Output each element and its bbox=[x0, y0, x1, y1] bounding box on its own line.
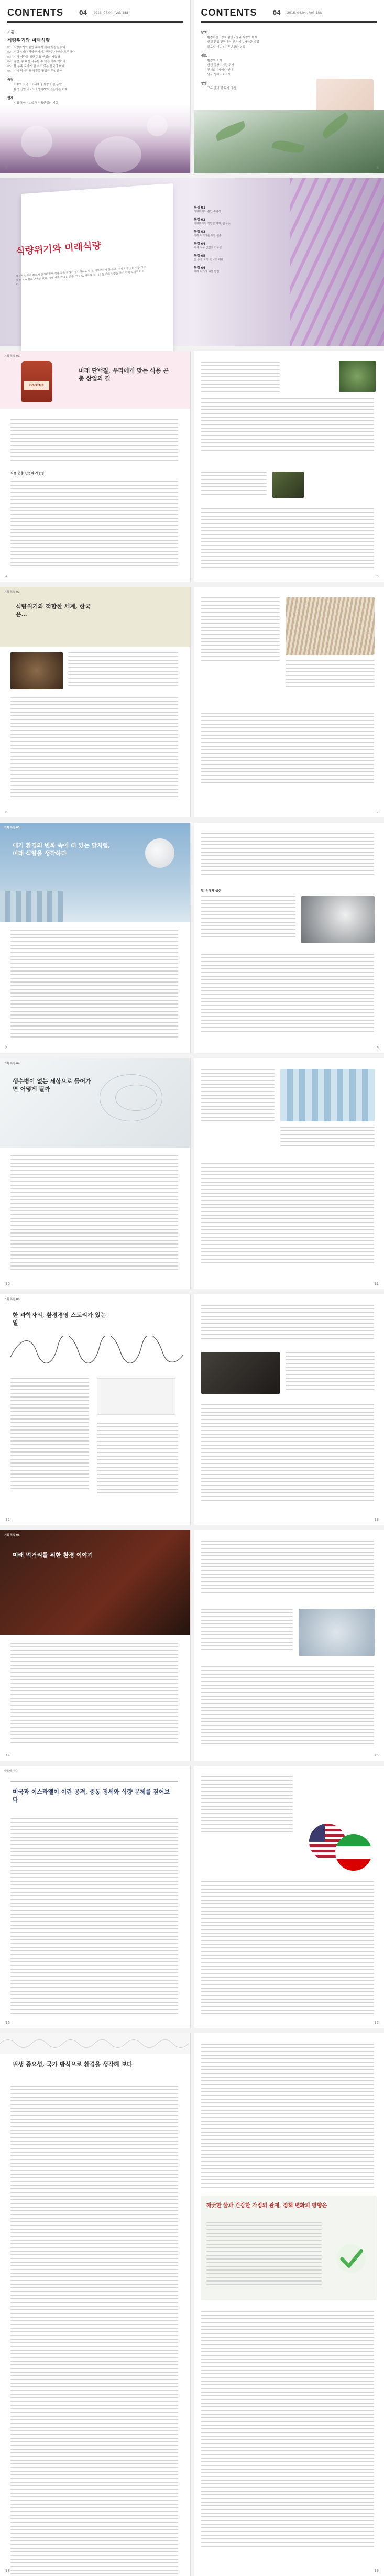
purple-flower-photo bbox=[0, 105, 190, 173]
body-text-block bbox=[286, 660, 375, 690]
body-text-block bbox=[206, 2222, 322, 2288]
contents-item bbox=[7, 69, 183, 74]
body-text-block bbox=[10, 481, 178, 569]
article6-left bbox=[0, 1530, 191, 1761]
contents-item bbox=[201, 45, 377, 50]
article-headline: 식량위기와 적합한 세계, 한국은… bbox=[16, 603, 91, 618]
article7-spread bbox=[0, 1766, 384, 2028]
article5-right bbox=[194, 1294, 384, 1525]
contents-item-title: 글로벌 이슈 / 기후변화와 농업 bbox=[207, 46, 246, 49]
product-photo bbox=[272, 472, 304, 498]
bullet bbox=[201, 73, 207, 78]
contents-item-title: 달걀, 콩 대신 사용할 수 있는 미래 먹거리 bbox=[14, 60, 65, 63]
body-text-block bbox=[286, 1352, 375, 1392]
purple-light-decoration bbox=[290, 178, 384, 346]
contents-item-title: 환경부 소식 bbox=[207, 59, 222, 62]
contents-item-number: 05 bbox=[7, 65, 11, 68]
article5-spread bbox=[0, 1294, 384, 1525]
contents-item-number: 02 bbox=[7, 51, 11, 54]
page-number: 12 bbox=[5, 1518, 10, 1522]
water-bottles-photo bbox=[280, 1069, 375, 1121]
contents-item-title: 식량위기와 적합한 세계, 한국은 대안을 모색하다 bbox=[14, 51, 75, 54]
contents-section-label: 기획 bbox=[7, 30, 15, 35]
insect-photo bbox=[339, 361, 376, 392]
bullet bbox=[201, 63, 207, 68]
contents-item-title: 물 부족 국가가 될 수도 있는 한국의 미래 bbox=[14, 65, 65, 68]
bottle-label: FOOTUR bbox=[24, 381, 49, 390]
contents-item-title: 이슈와 트렌드 / 세계의 식량 기술 동향 bbox=[14, 83, 62, 86]
cover-feature-title: 특집 04 bbox=[194, 242, 206, 246]
contents-group bbox=[201, 53, 377, 78]
cover-body: 지구촌 인구가 빠르게 증가하면서 식량 부족 문제가 심각해지고 있다. 기후변화와 물 부족, 경작지 감소는 식량 생산을 더욱 어렵게 만들고 있다. 이에 세계 각국은 곤충, 인공육, 해조류 등 새로운 미래 식량을 찾기 위해 노력하고 있다. bbox=[15, 266, 146, 287]
page-number: 17 bbox=[374, 2021, 379, 2025]
section-label: 달 유리의 생산 bbox=[201, 889, 222, 893]
article4-left bbox=[0, 1058, 191, 1289]
body-text-block bbox=[10, 1643, 178, 1745]
cover-feature-title: 특집 06 bbox=[194, 266, 206, 270]
body-text-block bbox=[10, 930, 178, 1040]
bullet bbox=[201, 68, 207, 73]
contents-item-title: 구독 안내 및 독자 의견 bbox=[207, 87, 236, 90]
bullet bbox=[7, 83, 14, 88]
contents-item-title: 환경 산업 현장에서 찾은 지속가능한 방법 bbox=[207, 41, 259, 44]
green-plant-photo bbox=[194, 110, 384, 173]
contents-item bbox=[7, 55, 183, 60]
page-number: 5 bbox=[376, 574, 379, 578]
body-text-block bbox=[201, 597, 280, 663]
article7-left bbox=[0, 1766, 191, 2028]
page-number: 13 bbox=[374, 1518, 379, 1522]
contents-title: CONTENTS bbox=[201, 7, 257, 18]
contents-item bbox=[201, 40, 377, 45]
contents-item-title: 미래 식량을 위한 곤충 산업의 가능성 bbox=[14, 56, 60, 59]
article1-right bbox=[194, 351, 384, 582]
issue-date: 2016. 04.04 / Vol. 188 bbox=[93, 11, 128, 15]
contents-item-title: 미래 먹거리를 해결할 방법은 무엇일까 bbox=[14, 70, 62, 73]
page-number: 11 bbox=[374, 1282, 379, 1286]
article8-spread bbox=[0, 2033, 384, 2576]
contents-group-label: 특집 bbox=[7, 78, 14, 82]
cover-feature-subtitle: 식량위기와 적합한 세계, 한국은 bbox=[194, 222, 231, 225]
contents-item bbox=[7, 50, 183, 55]
page-number: 16 bbox=[5, 2021, 10, 2025]
body-text-block bbox=[10, 2086, 178, 2576]
article-headline: 대기 환경의 변화 속에 떠 있는 달처럼, 미래 식량을 생각하다 bbox=[13, 842, 111, 857]
contents-item bbox=[7, 64, 183, 69]
body-text-block bbox=[10, 419, 178, 463]
article7-right bbox=[194, 1766, 384, 2028]
article3-spread bbox=[0, 823, 384, 1053]
cover-feature-subtitle: 식량위기의 불안 속에서 bbox=[194, 210, 221, 213]
page-number: 14 bbox=[5, 1753, 10, 1758]
contents-item bbox=[7, 88, 183, 92]
bullet bbox=[201, 45, 207, 50]
contents-item-title: 산업 동향 · 기업 소개 bbox=[207, 64, 234, 67]
article-tag: 기획 특집 06 bbox=[4, 1534, 20, 1537]
body-text-block bbox=[201, 1541, 374, 1596]
section-label: 식용 곤충 산업의 가능성 bbox=[10, 472, 45, 475]
body-text-block bbox=[68, 652, 178, 689]
page-number: 9 bbox=[376, 1046, 379, 1050]
issue-number: 04 bbox=[272, 9, 281, 16]
article-tag: 기획 특집 02 bbox=[4, 591, 20, 594]
body-text-block bbox=[201, 1666, 374, 1747]
article2-spread bbox=[0, 587, 384, 817]
body-text-block bbox=[201, 1163, 374, 1266]
article-headline: 위생 중요성, 국가 방식으로 환경을 생각해 보다 bbox=[13, 2061, 133, 2068]
contents-title: CONTENTS bbox=[7, 7, 63, 18]
pattern-decoration bbox=[0, 2033, 190, 2054]
article2-left bbox=[0, 587, 191, 817]
article2-right bbox=[194, 587, 384, 817]
article6-spread bbox=[0, 1530, 384, 1761]
contents-item bbox=[201, 63, 377, 68]
body-text-block bbox=[201, 1881, 374, 2017]
page-number: 7 bbox=[376, 810, 379, 814]
cover-feature-subtitle: 대체 식품 산업의 가능성 bbox=[194, 246, 222, 249]
body-text-block bbox=[10, 1818, 178, 2016]
article-tag: 기획 특집 05 bbox=[4, 1298, 20, 1301]
body-text-block bbox=[201, 2311, 374, 2549]
cover-title: 식량위기와 미래식량 bbox=[15, 240, 102, 257]
contents-item bbox=[201, 68, 377, 73]
cover-feature-subtitle: 미래 먹거리 해결 방법 bbox=[194, 270, 220, 274]
cover-feature-list bbox=[194, 202, 299, 274]
contents-item bbox=[7, 83, 183, 88]
article-tag: 기획 특집 04 bbox=[4, 1062, 20, 1065]
cover-feature-title: 특집 05 bbox=[194, 254, 206, 258]
page-number: 8 bbox=[5, 1046, 8, 1050]
event-photo bbox=[201, 1352, 280, 1394]
header-rule bbox=[10, 1781, 178, 1784]
contents-item-title: 시장 동향 / 농업과 식품산업의 기회 bbox=[14, 102, 58, 105]
article-headline: 생수병이 없는 세상으로 들어가면 어떻게 될까 bbox=[13, 1078, 91, 1093]
page-number: 2 bbox=[5, 166, 8, 170]
bottle-illustration bbox=[21, 361, 52, 402]
building-photo bbox=[0, 891, 63, 922]
article-headline: 미래 단백질, 우리에게 맞는 식용 곤충 산업의 길 bbox=[79, 367, 169, 382]
article-tag: 글로벌 이슈 bbox=[4, 1770, 18, 1773]
contents-section-title: 식량위기와 미래식량 bbox=[7, 38, 50, 43]
issue-date: 2016. 04.04 / Vol. 188 bbox=[287, 11, 322, 15]
bullet bbox=[201, 86, 207, 91]
page-number: 10 bbox=[5, 1282, 10, 1286]
contents-item-number: 04 bbox=[7, 60, 11, 63]
contents-item bbox=[7, 60, 183, 64]
body-text-block bbox=[201, 1305, 374, 1341]
contents-group-label: 칼럼 bbox=[201, 31, 207, 35]
contents-group-label: 연재 bbox=[7, 96, 14, 100]
body-text-block bbox=[10, 697, 178, 800]
body-text-block bbox=[201, 508, 374, 571]
cover-feature-title: 특집 03 bbox=[194, 230, 206, 234]
contents-item-number: 01 bbox=[7, 46, 11, 49]
contents-item-number: 03 bbox=[7, 56, 11, 59]
contents-item-title: 환경기술 · 정책 탐방 / 물과 식량의 미래 bbox=[207, 36, 258, 39]
cover-feature-title: 특집 01 bbox=[194, 206, 206, 210]
cover-spread bbox=[0, 178, 384, 346]
grain-photo bbox=[286, 597, 375, 655]
body-text-block bbox=[201, 398, 374, 453]
contents-left-page bbox=[0, 0, 191, 173]
check-icon bbox=[335, 2243, 367, 2274]
contents-item-title: 식량위기의 불안 속에서 미래 식량을 찾다 bbox=[14, 46, 66, 49]
body-text-block bbox=[201, 1776, 293, 1835]
bullet bbox=[201, 36, 207, 40]
body-text-block bbox=[201, 472, 267, 497]
contents-group bbox=[7, 77, 183, 92]
article-headline: 미래 먹거리를 위한 환경 이야기 bbox=[13, 1552, 93, 1558]
bullet bbox=[7, 88, 14, 92]
sketch-photo bbox=[97, 1378, 175, 1415]
issue-number: 04 bbox=[79, 9, 87, 16]
body-text-block bbox=[10, 1155, 178, 1273]
article-headline: 미국과 이스라엘이 이란 공격, 중동 정세와 식량 문제를 짚어보다 bbox=[13, 1788, 170, 1803]
page-number: 18 bbox=[5, 2569, 10, 2573]
cover-feature-subtitle: 물 부족 국가, 한국의 미래 bbox=[194, 258, 224, 261]
body-text-block bbox=[10, 1378, 89, 1492]
bullet bbox=[201, 40, 207, 45]
article6-right bbox=[194, 1530, 384, 1761]
moon-glass-photo bbox=[301, 896, 375, 943]
contents-item bbox=[201, 36, 377, 40]
contents-item bbox=[7, 46, 183, 50]
body-text-block bbox=[201, 1069, 275, 1124]
body-text-block bbox=[97, 1423, 178, 1496]
moon-image bbox=[145, 838, 174, 868]
page-number: 19 bbox=[374, 2569, 379, 2573]
article8-left bbox=[0, 2033, 191, 2576]
bullet bbox=[201, 59, 207, 63]
page-number: 3 bbox=[376, 166, 379, 170]
article5-left bbox=[0, 1294, 191, 1525]
article4-right bbox=[194, 1058, 384, 1289]
contents-item bbox=[201, 59, 377, 63]
cover-feature-title: 특집 02 bbox=[194, 218, 206, 222]
contents-spread bbox=[0, 0, 384, 173]
body-text-block bbox=[201, 896, 295, 940]
article3-right bbox=[194, 823, 384, 1053]
food-photo bbox=[10, 652, 63, 689]
dark-header-band bbox=[0, 1530, 190, 1635]
body-text-block bbox=[201, 713, 374, 786]
contents-right-page bbox=[194, 0, 384, 173]
body-text-block bbox=[201, 1609, 293, 1653]
article3-left bbox=[0, 823, 191, 1053]
contents-item-title: 전시회 · 세미나 안내 bbox=[207, 69, 233, 72]
page-number: 4 bbox=[5, 574, 8, 578]
contents-item-number: 06 bbox=[7, 70, 11, 73]
contents-item-title: 환경 산업 리포트 / 생태계와 공존하는 미래 bbox=[14, 88, 68, 91]
article4-spread bbox=[0, 1058, 384, 1289]
cover-feature-subtitle: 미래 먹거리를 위한 곤충 bbox=[194, 234, 222, 237]
article1-spread bbox=[0, 351, 384, 582]
article-headline: 한 과학자의, 환경경영 스토리가 있는 일 bbox=[13, 1312, 106, 1326]
map-photo bbox=[299, 1609, 375, 1656]
contents-group bbox=[201, 30, 377, 50]
water-splash bbox=[115, 1085, 157, 1111]
contents-group-label: 정보 bbox=[201, 54, 207, 58]
wire-illustration bbox=[10, 1336, 183, 1368]
iran-flag-icon bbox=[335, 1834, 372, 1871]
page-number: 6 bbox=[5, 810, 8, 814]
article-tag: 기획 특집 03 bbox=[4, 826, 20, 829]
body-text-block bbox=[201, 362, 280, 395]
contents-group-label: 알림 bbox=[201, 82, 207, 85]
article1-left bbox=[0, 351, 191, 582]
body-text-block bbox=[201, 1404, 374, 1503]
body-text-block bbox=[201, 954, 374, 1034]
body-text-block bbox=[201, 2044, 374, 2190]
contents-item bbox=[201, 73, 377, 78]
body-text-block bbox=[201, 833, 374, 877]
article8-right bbox=[194, 2033, 384, 2576]
box-headline: 깨끗한 물과 건강한 가정의 관계, 정책 변화의 방향은 bbox=[206, 2203, 327, 2209]
article-tag: 기획 특집 01 bbox=[4, 355, 20, 358]
body-text-block bbox=[280, 1127, 375, 1149]
contents-item-title: 연구 성과 · 보고서 bbox=[207, 73, 231, 77]
page-number: 15 bbox=[374, 1753, 379, 1758]
